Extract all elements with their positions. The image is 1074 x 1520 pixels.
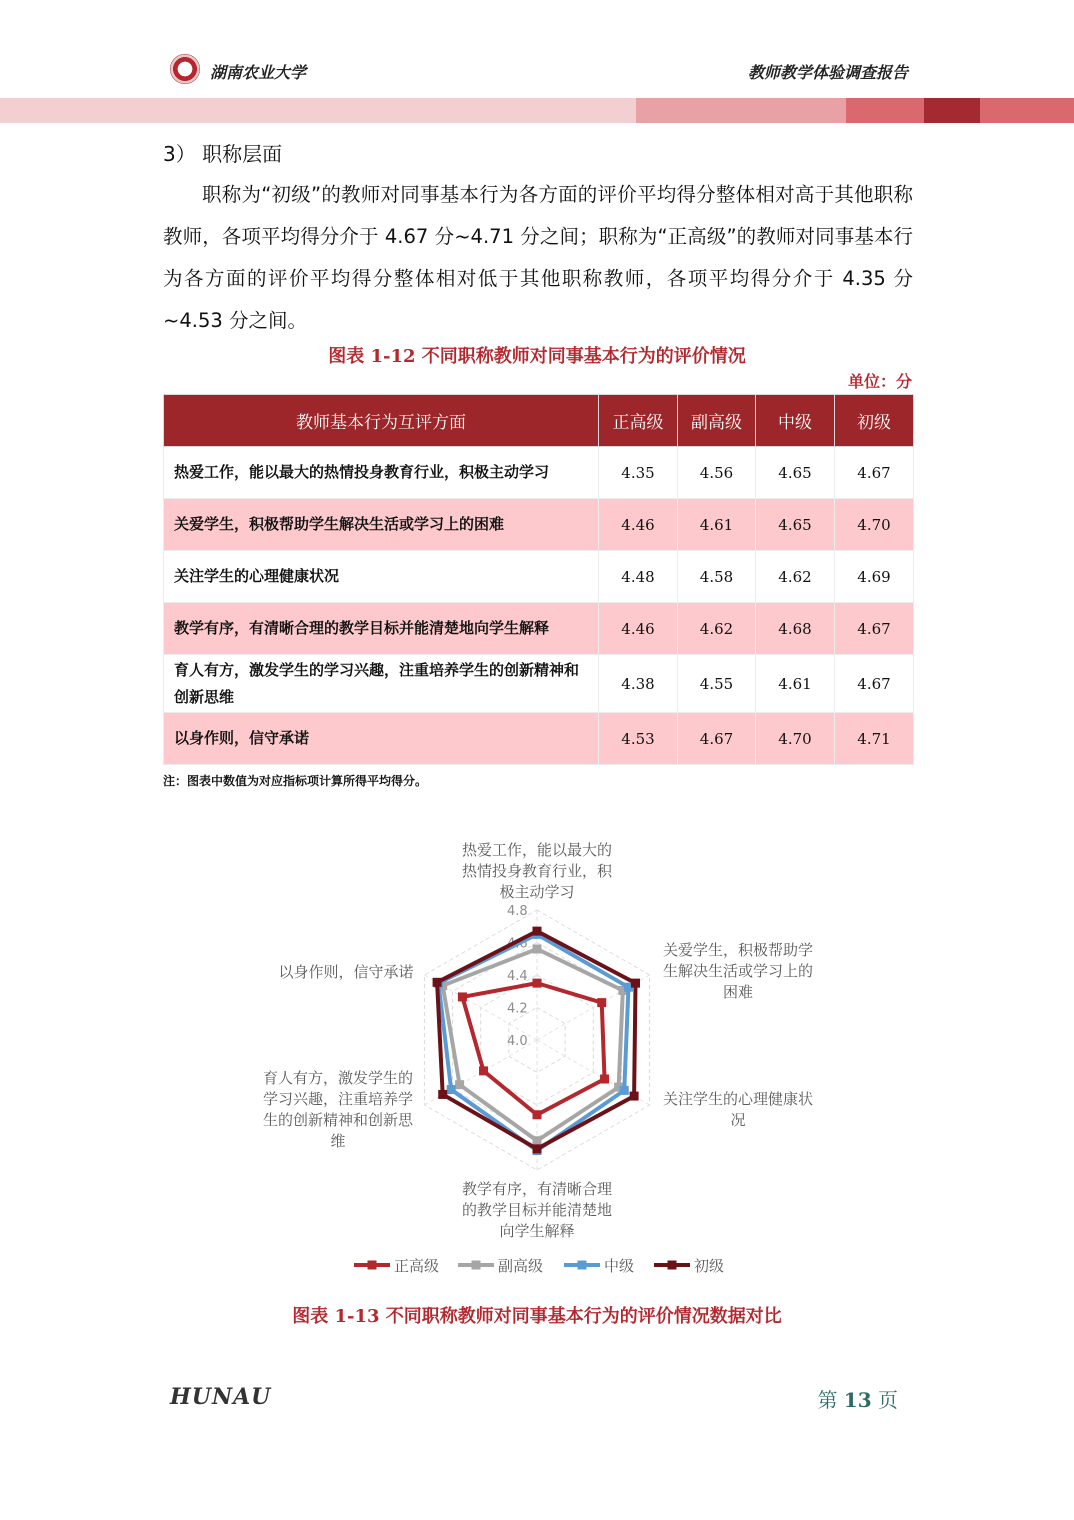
data-point [458, 992, 467, 1001]
school-name: 湖南农业大学 [210, 63, 307, 82]
table-cell: 4.67 [835, 603, 914, 655]
table-cell: 4.38 [599, 655, 678, 713]
column-header: 教师基本行为互评方面 [164, 395, 599, 447]
body-paragraph: 职称为“初级”的教师对同事基本行为各方面的评价平均得分整体相对高于其他职称教师，各项平均得分介于 4.67 分~4.71 分之间；职称为“正高级”的教师对同事基本行为各方面的评价平均得分整体相对低于其他职称教师，各项平均得分介于 4.35 分~4.53 分之间。 [163, 183, 913, 332]
table-cell: 4.67 [678, 713, 756, 765]
data-point [479, 1066, 488, 1075]
data-point [533, 1110, 542, 1119]
table-cell: 4.46 [599, 499, 678, 551]
data-point [433, 978, 442, 987]
table-note: 注：图表中数值为对应指标项计算所得平均得分。 [163, 774, 428, 788]
column-header: 正高级 [599, 395, 678, 447]
data-point [630, 1092, 639, 1101]
legend-marker [472, 1261, 481, 1270]
axis-label: 以身作则，信守承诺 [278, 963, 414, 981]
legend-label: 副高级 [498, 1257, 544, 1275]
data-point [438, 1090, 447, 1099]
table-cell: 4.71 [835, 713, 914, 765]
data-point [533, 979, 542, 988]
page-suffix: 页 [878, 1388, 898, 1412]
table-caption: 图表 1-12 不同职称教师对同事基本行为的评价情况 [328, 346, 746, 367]
axis-label: 热情投身教育行业，积 [461, 862, 613, 880]
data-point [533, 927, 542, 936]
axis-label: 教学有序，有清晰合理 [461, 1180, 613, 1198]
chart-caption: 图表 1-13 不同职称教师对同事基本行为的评价情况数据对比 [292, 1306, 782, 1327]
legend-label: 初级 [694, 1257, 725, 1275]
row-label: 热爱工作，能以最大的热情投身教育行业，积极主动学习 [164, 447, 599, 499]
series-line [462, 983, 604, 1115]
table-cell: 4.58 [678, 551, 756, 603]
axis-label: 育人有方，激发学生的 [262, 1069, 414, 1087]
page-number-value: 13 [843, 1388, 872, 1412]
table-cell: 4.46 [599, 603, 678, 655]
table-cell: 4.61 [756, 655, 835, 713]
data-point [533, 1144, 542, 1153]
report-title: 教师教学体验调查报告 [747, 63, 908, 82]
table-cell: 4.62 [678, 603, 756, 655]
axis-label: 向学生解释 [499, 1222, 575, 1240]
table-cell: 4.69 [835, 551, 914, 603]
section-title: 3） 职称层面 [163, 142, 283, 166]
data-point [620, 1086, 629, 1095]
legend-label: 正高级 [394, 1257, 440, 1275]
axis-label: 关爱学生，积极帮助学 [662, 941, 814, 959]
table-cell: 4.70 [756, 713, 835, 765]
column-header: 中级 [756, 395, 835, 447]
table-cell: 4.55 [678, 655, 756, 713]
column-header: 初级 [835, 395, 914, 447]
legend-marker [368, 1261, 377, 1270]
axis-label: 况 [730, 1111, 746, 1129]
axis-label: 生解决生活或学习上的 [662, 962, 814, 980]
axis-label: 关注学生的心理健康状 [662, 1090, 814, 1108]
table-cell: 4.62 [756, 551, 835, 603]
axis-label: 学习兴趣，注重培养学 [262, 1090, 414, 1108]
radial-tick-label: 4.4 [507, 969, 528, 984]
table-cell: 4.67 [835, 447, 914, 499]
table-cell: 4.68 [756, 603, 835, 655]
column-header: 副高级 [678, 395, 756, 447]
axis-label: 的教学目标并能清楚地 [461, 1201, 613, 1219]
row-label: 关注学生的心理健康状况 [164, 551, 599, 603]
data-point [455, 1080, 464, 1089]
table-cell: 4.70 [835, 499, 914, 551]
footer-logo-text: HUNAU [170, 1384, 272, 1410]
table-cell: 4.67 [835, 655, 914, 713]
page-number [817, 1384, 898, 1413]
axis-label: 维 [330, 1132, 346, 1150]
legend-marker [578, 1261, 587, 1270]
row-label: 以身作则，信守承诺 [164, 713, 599, 765]
table-cell: 4.35 [599, 447, 678, 499]
radial-tick-label: 4.0 [507, 1034, 528, 1049]
legend-label: 中级 [604, 1257, 635, 1275]
table-cell: 4.61 [678, 499, 756, 551]
page-prefix: 第 [817, 1388, 838, 1412]
data-point [533, 1136, 542, 1145]
data-point [600, 1075, 609, 1084]
axis-label: 困难 [722, 983, 754, 1001]
axis-label: 热爱工作，能以最大的 [461, 841, 613, 859]
data-point [597, 998, 606, 1007]
table-cell: 4.48 [599, 551, 678, 603]
table-cell: 4.56 [678, 447, 756, 499]
table-cell: 4.65 [756, 499, 835, 551]
table-cell: 4.65 [756, 447, 835, 499]
row-label: 教学有序，有清晰合理的教学目标并能清楚地向学生解释 [164, 603, 599, 655]
axis-label: 生的创新精神和创新思 [262, 1111, 414, 1129]
data-point [447, 1085, 456, 1094]
row-label: 育人有方，激发学生的学习兴趣，注重培养学生的创新精神和创新思维 [164, 655, 599, 713]
row-label: 关爱学生，积极帮助学生解决生活或学习上的困难 [164, 499, 599, 551]
data-point [533, 945, 542, 954]
radial-tick-label: 4.8 [507, 904, 528, 919]
unit-label: 单位：分 [847, 372, 912, 391]
table-cell: 4.53 [599, 713, 678, 765]
radial-tick-label: 4.2 [507, 1001, 528, 1017]
data-point [631, 979, 640, 988]
legend-marker [668, 1261, 677, 1270]
radial-tick-label: 4.6 [507, 936, 528, 952]
axis-label: 极主动学习 [499, 883, 575, 901]
